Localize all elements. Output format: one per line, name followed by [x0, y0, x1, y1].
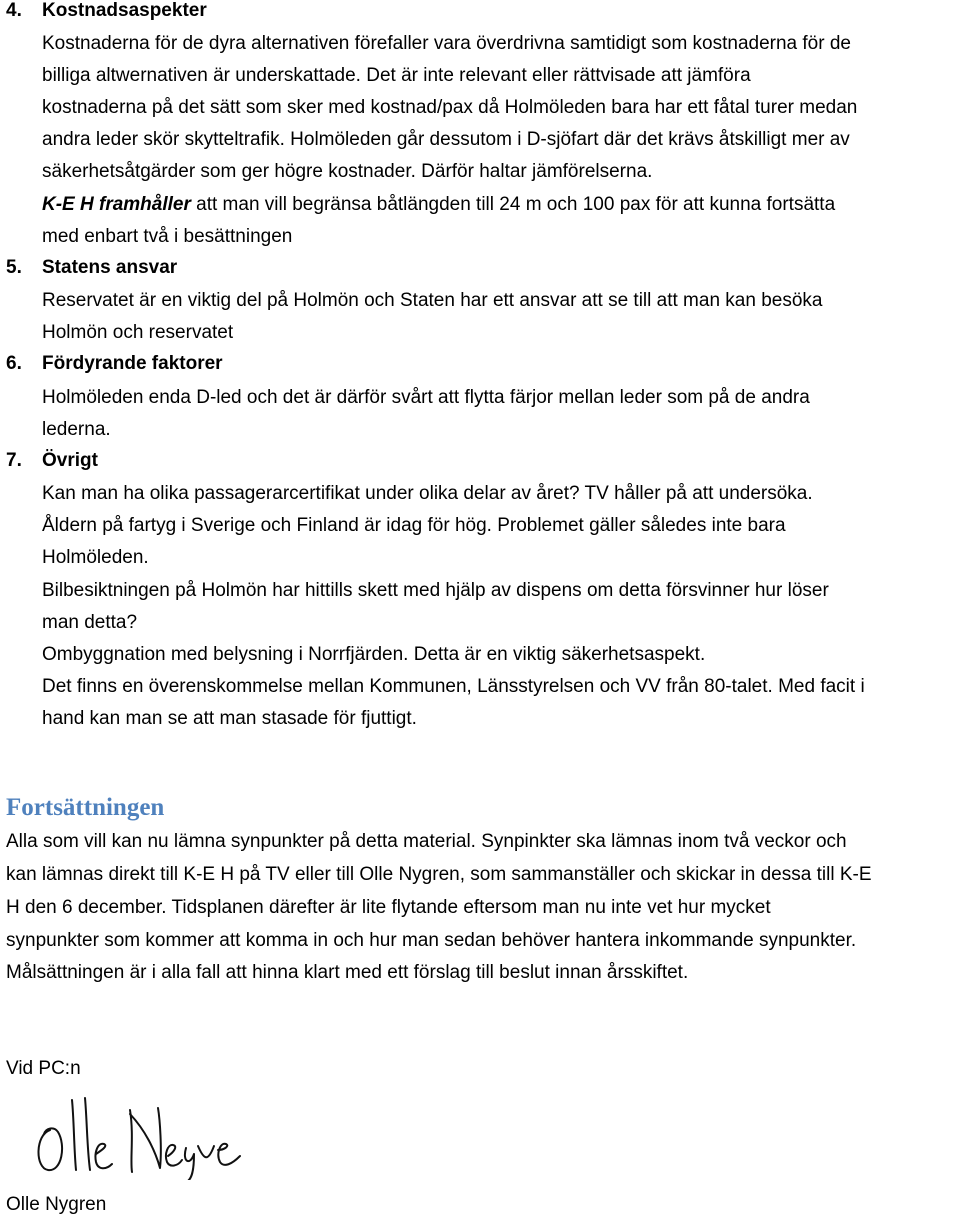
section-title: Kostnadsaspekter [42, 0, 207, 21]
paragraph-line: Holmöleden. [42, 547, 149, 568]
paragraph-line [42, 193, 835, 217]
paragraph-line: H den 6 december. Tidsplanen därefter är lite flytande eftersom man nu inte vet hur mycket [6, 897, 771, 918]
section-number: 6. [6, 353, 22, 374]
section-heading: Fortsättningen [6, 794, 165, 821]
section-number: 7. [6, 450, 22, 471]
paragraph-line: Målsättningen är i alla fall att hinna klart med ett förslag till beslut innan årsskiftet. [6, 962, 689, 983]
paragraph-text: att man vill begränsa båtlängden till 24 m och 100 pax för att kunna fortsätta [190, 194, 836, 215]
paragraph-line: kan lämnas direkt till K-E H på TV eller till Olle Nygren, som sammanställer och skickar in dessa till K-E [6, 864, 872, 885]
section-number: 5. [6, 257, 22, 278]
paragraph-line: Det finns en överenskommelse mellan Kommunen, Länsstyrelsen och VV från 80-talet. Med facit i [42, 676, 865, 697]
paragraph-line: kostnaderna på det sätt som sker med kostnad/pax då Holmöleden bara har ett fåtal turer medan [42, 97, 858, 118]
signatory-name: Olle Nygren [6, 1194, 107, 1215]
paragraph-line: hand kan man se att man stasade för fjuttigt. [42, 708, 417, 729]
section-title: Övrigt [42, 450, 98, 471]
paragraph-line: Holmön och reservatet [42, 322, 234, 343]
paragraph-line: Ombyggnation med belysning i Norrfjärden. Detta är en viktig säkerhetsaspekt. [42, 644, 706, 665]
paragraph-line: billiga altwernativen är underskattade. Det är inte relevant eller rättvisade att jämföra [42, 65, 751, 86]
paragraph-line: med enbart två i besättningen [42, 226, 293, 247]
paragraph-line: Åldern på fartyg i Sverige och Finland är idag för hög. Problemet gäller således inte bara [42, 515, 786, 536]
paragraph-line: Reservatet är en viktig del på Holmön och Staten har ett ansvar att se till att man kan besöka [42, 290, 823, 311]
paragraph-line: Kan man ha olika passagerarcertifikat under olika delar av året? TV håller på att undersöka. [42, 483, 813, 504]
paragraph-line: synpunkter som kommer att komma in och hur man sedan behöver hantera inkommande synpunkter. [6, 930, 857, 951]
closing-prefix: Vid PC:n [6, 1058, 81, 1079]
section-number: 4. [6, 0, 22, 21]
paragraph-line: säkerhetsåtgärder som ger högre kostnader. Därför haltar jämförelserna. [42, 161, 653, 182]
emphasis-text: K-E H framhåller [42, 194, 191, 215]
paragraph-line: Holmöleden enda D-led och det är därför svårt att flytta färjor mellan leder som på de andra [42, 387, 810, 408]
paragraph-line: Bilbesiktningen på Holmön har hittills skett med hjälp av dispens om detta försvinner hur löser [42, 580, 829, 601]
paragraph-line: andra leder skör skytteltrafik. Holmöleden går dessutom i D-sjöfart där det krävs åtskilligt mer av [42, 129, 850, 150]
paragraph-line: lederna. [42, 419, 111, 440]
paragraph-line: man detta? [42, 612, 138, 633]
paragraph-line: Kostnaderna för de dyra alternativen förefaller vara överdrivna samtidigt som kostnaderna för de [42, 33, 851, 54]
signature [30, 1090, 280, 1180]
section-title: Statens ansvar [42, 257, 178, 278]
section-title: Fördyrande faktorer [42, 353, 223, 374]
paragraph-line: Alla som vill kan nu lämna synpunkter på detta material. Synpinkter ska lämnas inom två veckor och [6, 831, 847, 852]
